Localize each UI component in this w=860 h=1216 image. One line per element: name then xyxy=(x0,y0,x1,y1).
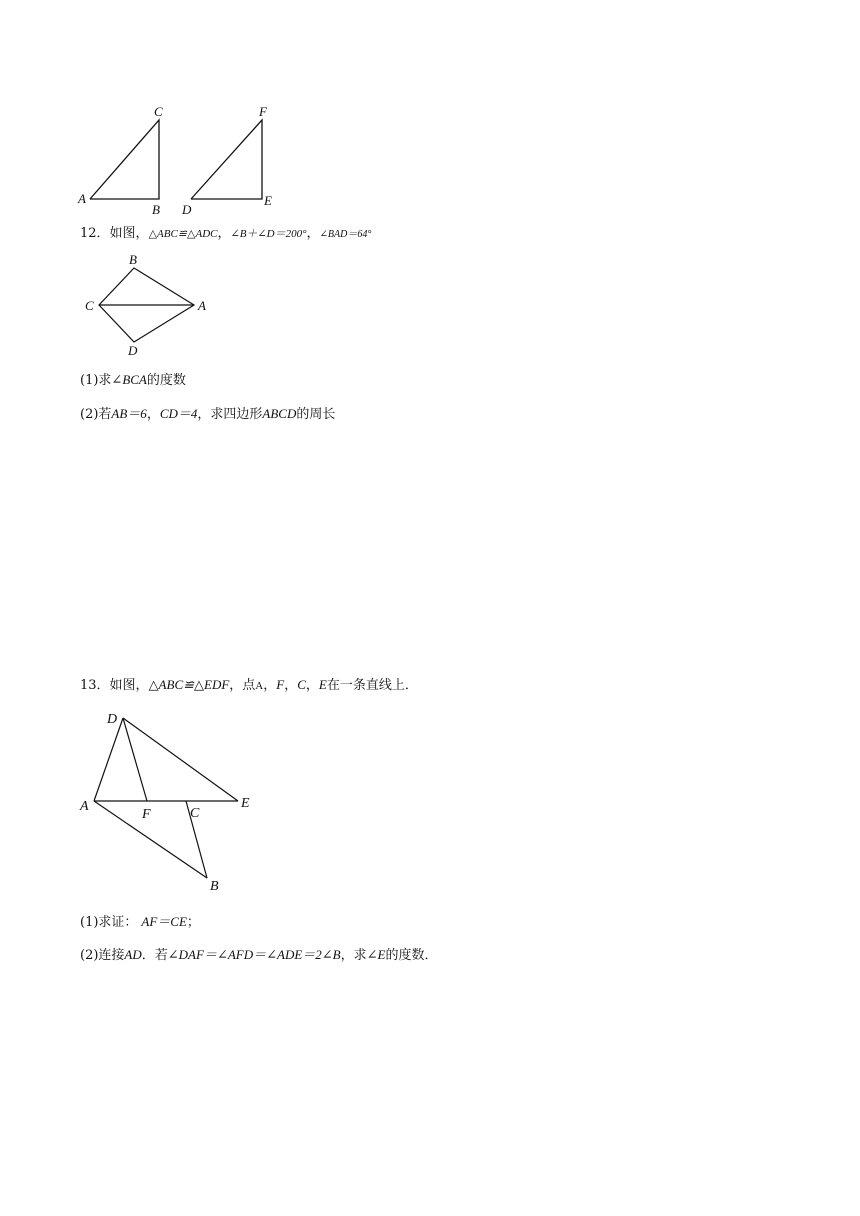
q13-part1-math: AF＝CE xyxy=(141,914,187,929)
q13-text5: 在一条直线上． xyxy=(326,678,418,693)
q13-part2 xyxy=(80,946,437,965)
q12-number: 12． xyxy=(80,226,110,241)
q13-text1: ，点 xyxy=(229,678,256,693)
q13-condition-congruent: △ABC≌△EDF xyxy=(148,677,230,692)
q12-part2-mid: ，求四边形 xyxy=(197,407,263,422)
q12-label-B: B xyxy=(129,252,137,267)
q12-label-C: C xyxy=(85,298,94,313)
q12-part1-math: ∠BCA xyxy=(111,372,147,387)
q13-part2-mid2: ，求 xyxy=(340,948,367,963)
q13-point-c: C xyxy=(297,677,306,692)
q12-part2-math1: AB＝6 xyxy=(111,406,147,421)
q13-number: 13． xyxy=(80,678,110,693)
q12-condition-congruent: △ABC≌△ADC xyxy=(148,228,218,240)
segment-df xyxy=(123,718,147,801)
q13-label-A: A xyxy=(80,799,89,814)
label-F: F xyxy=(259,104,267,119)
q12-condition-angle-sum: ∠B＋∠D＝200° xyxy=(230,228,307,240)
q13-label-F: F xyxy=(142,807,151,822)
q13-part2-math3: ∠E xyxy=(366,947,386,962)
q13-point-f: F xyxy=(276,677,285,692)
q13-label-E: E xyxy=(241,796,250,811)
q13-point-e: E xyxy=(318,677,327,692)
q12-sep1: ， xyxy=(217,226,231,241)
q12-part1-prefix: (1)求 xyxy=(80,373,112,388)
q12-part2-suffix: 的周长 xyxy=(296,407,336,422)
q13-intro: 如图， xyxy=(109,678,149,693)
segment-de xyxy=(123,718,238,801)
q12-part2-prefix: (2)若 xyxy=(80,407,112,422)
q13-label-D: D xyxy=(107,712,118,727)
q13-text2: ， xyxy=(263,678,277,693)
q13-part1-suffix: ； xyxy=(186,915,200,930)
label-E: E xyxy=(264,193,272,208)
q13-label-C: C xyxy=(190,806,200,821)
q12-part2-math3: ABCD xyxy=(262,406,297,421)
label-B: B xyxy=(152,202,160,217)
q13-part2-math2: ∠DAF＝∠AFD＝∠ADE＝2∠B xyxy=(167,947,341,962)
segment-ad xyxy=(94,718,123,801)
q13-part2-math1: AD xyxy=(124,947,142,962)
q12-part2-math2: CD＝4 xyxy=(159,406,198,421)
q13-text3: ， xyxy=(284,678,298,693)
q13-label-B: B xyxy=(210,879,219,894)
q13-point-a: A xyxy=(255,680,264,692)
q13-part1 xyxy=(80,913,200,932)
q12-part2-sep: ， xyxy=(146,407,160,422)
q13-part1-prefix: (1)求证： xyxy=(80,915,138,930)
q13-part2-prefix: (2)连接 xyxy=(80,948,125,963)
label-D: D xyxy=(182,202,192,217)
q12-label-D: D xyxy=(128,343,138,358)
q13-part2-suffix: 的度数． xyxy=(385,948,438,963)
q12-sep2: ， xyxy=(306,226,320,241)
q13-part2-mid1: ．若 xyxy=(141,948,168,963)
q12-intro: 如图， xyxy=(109,226,149,241)
q12-condition-angle-bad: ∠BAD＝64° xyxy=(319,229,372,240)
label-A: A xyxy=(78,191,86,206)
label-C: C xyxy=(154,104,163,119)
q13-text4: ， xyxy=(305,678,319,693)
q12-part1-suffix: 的度数 xyxy=(146,373,186,388)
q12-label-A: A xyxy=(198,298,206,313)
